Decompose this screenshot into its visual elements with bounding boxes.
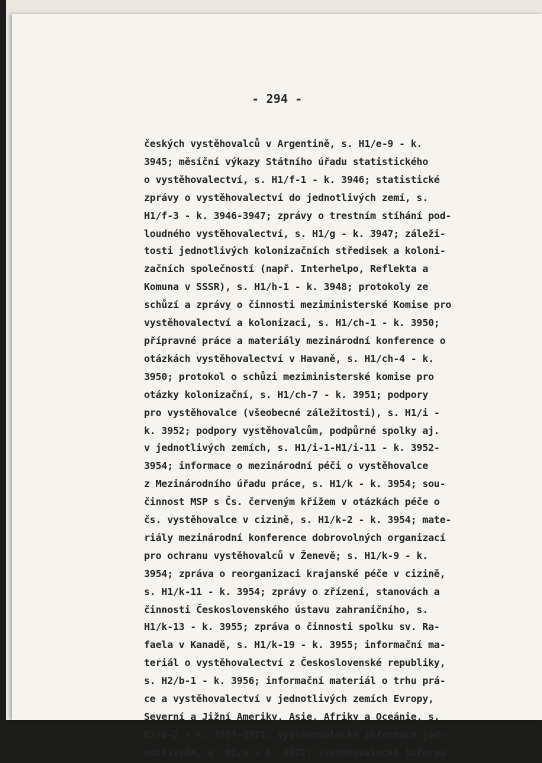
text-line: H1/f-3 - k. 3946-3947; zprávy o trestním stíhání pod- [144, 210, 452, 222]
text-line: faela v Kanadě, s. H1/k-19 - k. 3955; informační ma- [144, 640, 446, 652]
text-line: H1/k-13 - k. 3955; zpráva o činnosti spolku sv. Ra- [144, 622, 440, 634]
text-line: s. H2/b-1 - k. 3956; informační materiál o trhu prá- [144, 676, 446, 688]
text-line: s. H1/k-11 - k. 3954; zprávy o zřízení, stanovách a [144, 586, 440, 598]
text-line: Komuna v SSSR), s. H1/h-1 - k. 3948; protokoly ze [144, 282, 429, 294]
text-line: čs. vystěhovalce v cizině, s. H1/k-2 - k. 3954; mate- [144, 515, 452, 527]
text-line: pro vystěhovalce (všeobecné záležitosti), s. H1/i - [144, 407, 440, 419]
text-line: H2/b-2 - k. 3957-3971; vystěhovalecké informace jed- [144, 729, 446, 741]
body-text [144, 136, 484, 763]
text-line: riály mezinárodní konference dobrovolných organizací [144, 532, 446, 544]
text-line: zprávy o vystěhovalectví do jednotlivých zemí, s. [144, 192, 429, 204]
text-line: činnosti Československého ústavu zahraničního, s. [144, 604, 429, 616]
text-line: otázkách vystěhovalectví v Havaně, s. H1/ch-4 - k. [144, 353, 434, 365]
text-line: českých vystěhovalců v Argentině, s. H1/e-9 - k. [144, 139, 423, 150]
text-line: přípravné práce a materiály mezinárodní konference o [144, 335, 446, 347]
document-page [12, 14, 542, 759]
text-line: loudného vystěhovalectví, s. H1/g - k. 3947; záleži- [144, 228, 446, 240]
text-line: Severní a Jižní Ameriky, Asie, Afriky a Oceánie, s. [144, 712, 440, 723]
text-line: notlivcům, s. H2/e - k. 3972; vystěhovalecké informa- [144, 747, 452, 759]
text-line: ce a vystěhovalectví v jednotlivých zemích Evropy, [144, 694, 434, 706]
text-line: vystěhovalectví a kolonizaci, s. H1/ch-1 - k. 3950; [144, 318, 440, 330]
page-number: - 294 - [251, 92, 303, 106]
text-line: pro ochranu vystěhovalců v Ženevě; s. H1/k-9 - k. [144, 550, 429, 562]
text-line: 3945; měsíční výkazy Státního úřadu statistického [144, 156, 429, 168]
text-line: k. 3952; podpory vystěhovalcům, podpůrné spolky aj. [144, 425, 440, 437]
text-line: 3954; informace o mezinárodní péči o vystěhovalce [144, 461, 429, 473]
text-line: v jednotlivých zemích, s. H1/i-1-H1/i-11 - k. 3952- [144, 443, 440, 455]
text-line: tosti jednotlivých kolonizačních středisek a koloni- [144, 246, 446, 258]
text-line: o vystěhovalectví, s. H1/f-1 - k. 3946; statistické [144, 174, 440, 186]
text-line: teriál o vystěhovalectví z Československé republiky, [144, 658, 446, 670]
text-line: schůzí a zprávy o činnosti meziministerské Komise pro [144, 300, 452, 312]
text-line: otázky kolonizační, s. H1/ch-7 - k. 3951; podpory [144, 389, 429, 401]
text-line: z Mezinárodního úřadu práce, s. H1/k - k. 3954; sou- [144, 479, 446, 491]
text-line: začních společností (např. Interhelpo, Reflekta a [144, 264, 429, 276]
text-line: 3950; protokol o schůzi meziministerské komise pro [144, 371, 434, 383]
text-line: činnost MSP s Čs. červeným křížem v otázkách péče o [144, 497, 440, 509]
text-line: 3954; zpráva o reorganizaci krajanské péče v cizině, [144, 568, 446, 580]
